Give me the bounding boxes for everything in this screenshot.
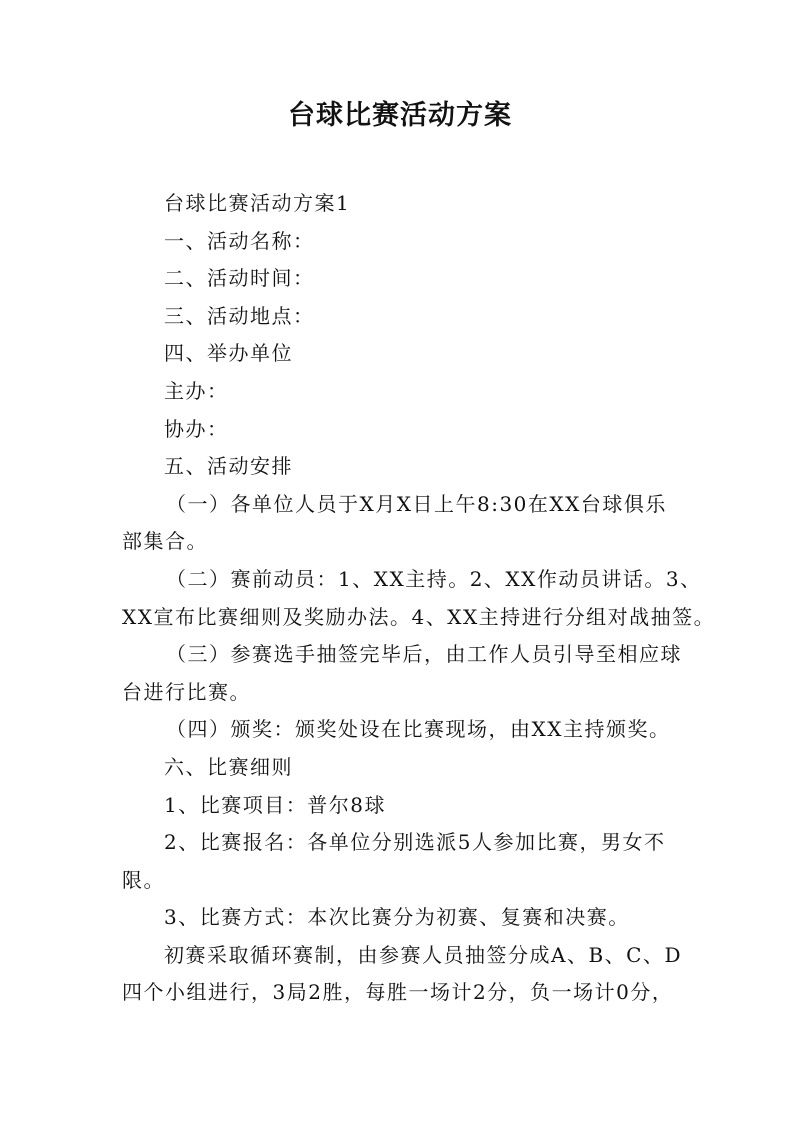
- text-line: （四）颁奖：颁奖处设在比赛现场，由XX主持颁奖。: [166, 717, 671, 742]
- document-title: 台球比赛活动方案: [288, 100, 512, 131]
- text-line: 初赛采取循环赛制，由参赛人员抽签分成A、B、C、D: [164, 942, 682, 967]
- text-line: 台球比赛活动方案1: [164, 191, 351, 215]
- text-line: 1、比赛项目：普尔8球: [164, 792, 386, 817]
- text-line: 部集合。: [122, 529, 208, 554]
- text-line: （二）赛前动员：1、XX主持。2、XX作动员讲话。3、: [166, 566, 702, 591]
- text-line: 三、活动地点：: [164, 303, 315, 328]
- text-line: 限。: [122, 867, 165, 892]
- text-line: 3、比赛方式：本次比赛分为初赛、复赛和决赛。: [164, 905, 630, 930]
- text-line: 五、活动安排: [164, 454, 293, 479]
- text-line: 六、比赛细则: [164, 754, 293, 779]
- text-line: 台进行比赛。: [122, 679, 251, 704]
- text-line: （三）参赛选手抽签完毕后，由工作人员引导至相应球: [166, 642, 682, 667]
- text-line: 2、比赛报名：各单位分别选派5人参加比赛，男女不: [164, 830, 666, 855]
- text-line: 二、活动时间：: [164, 266, 315, 291]
- text-line: 协办：: [164, 416, 229, 441]
- document-body: [122, 185, 716, 1012]
- text-line: 一、活动名称：: [164, 228, 315, 253]
- text-line: （一）各单位人员于X月X日上午8:30在XX台球俱乐: [166, 491, 667, 516]
- text-line: XX宣布比赛细则及奖励办法。4、XX主持进行分组对战抽签。: [122, 604, 716, 629]
- text-line: 四个小组进行，3局2胜，每胜一场计2分，负一场计0分，: [122, 980, 674, 1005]
- text-line: 四、举办单位: [164, 341, 293, 366]
- text-line: 主办：: [164, 378, 229, 403]
